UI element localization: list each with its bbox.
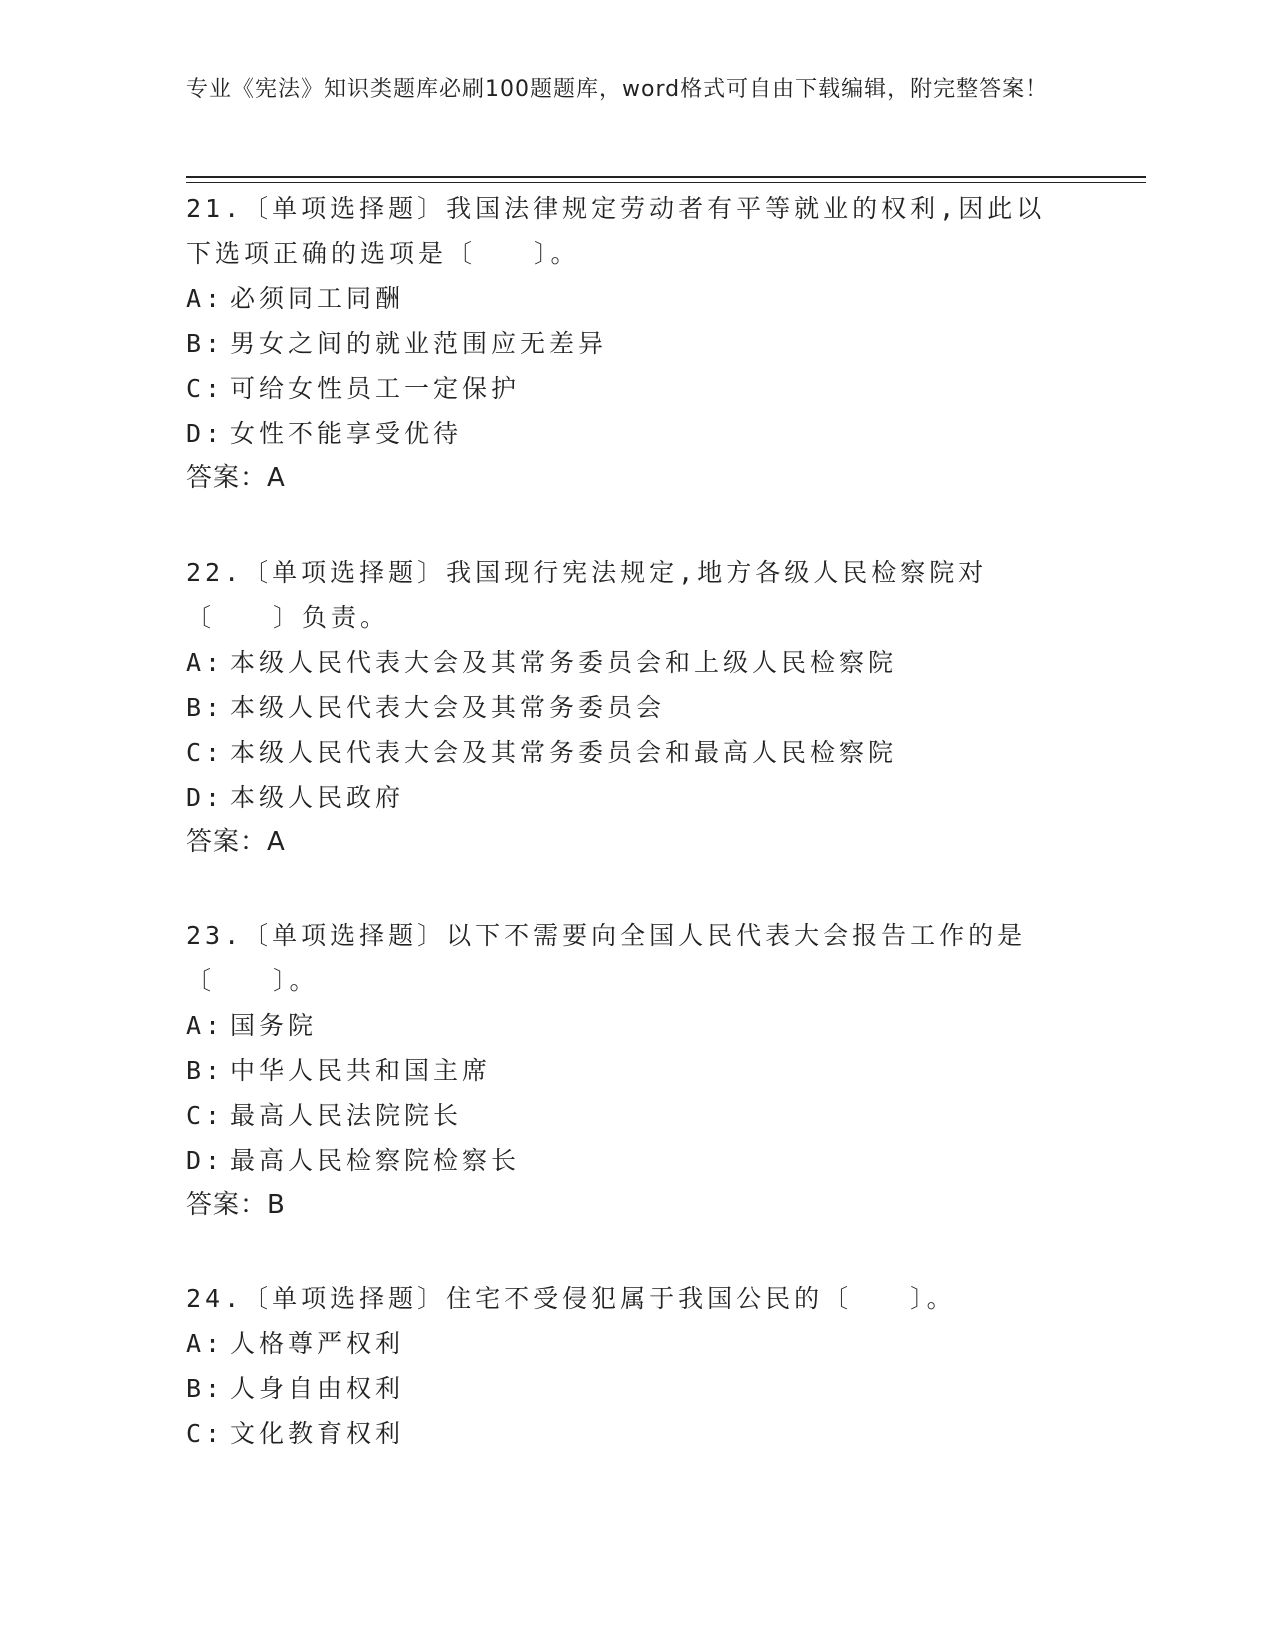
header-divider-thin (186, 182, 1146, 183)
answer-line: 答案：A (186, 827, 286, 857)
option-letter: A: (186, 648, 225, 677)
option-letter: B: (186, 329, 225, 358)
question-stem: 22.〔单项选择题〕我国现行宪法规定,地方各级人民检察院对〔 〕负责。 (186, 558, 988, 632)
option-b (186, 321, 1066, 366)
option-text: 必须同工同酬 (230, 284, 405, 313)
option-letter: A: (186, 1011, 225, 1040)
option-text: 男女之间的就业范围应无差异 (230, 329, 608, 358)
option-a (186, 276, 1066, 321)
option-letter: A: (186, 284, 225, 313)
option-c (186, 730, 1066, 775)
option-a (186, 640, 1066, 685)
option-letter: D: (186, 419, 225, 448)
option-d (186, 411, 1066, 456)
option-c (186, 366, 1066, 411)
option-b (186, 1366, 1066, 1411)
option-letter: B: (186, 1374, 225, 1403)
question-stem: 23.〔单项选择题〕以下不需要向全国人民代表大会报告工作的是〔 〕。 (186, 921, 1027, 995)
option-text: 国务院 (230, 1011, 318, 1040)
option-text: 人格尊严权利 (230, 1329, 405, 1358)
option-letter: B: (186, 693, 225, 722)
option-b (186, 685, 1066, 730)
option-b (186, 1048, 1066, 1093)
option-letter: A: (186, 1329, 225, 1358)
option-text: 人身自由权利 (230, 1374, 405, 1403)
question-24 (186, 1276, 1066, 1456)
question-21 (186, 186, 1066, 501)
answer-line: 答案：A (186, 463, 286, 493)
option-c (186, 1093, 1066, 1138)
document-header: 专业《宪法》知识类题库必刷100题题库，word格式可自由下载编辑，附完整答案！ (186, 77, 1049, 102)
option-a (186, 1321, 1066, 1366)
option-text: 本级人民代表大会及其常务委员会和上级人民检察院 (230, 648, 898, 677)
option-text: 本级人民代表大会及其常务委员会 (230, 693, 666, 722)
option-a (186, 1003, 1066, 1048)
option-letter: C: (186, 1419, 225, 1448)
option-letter: C: (186, 374, 225, 403)
option-d (186, 1138, 1066, 1183)
option-d (186, 775, 1066, 820)
option-letter: D: (186, 1146, 225, 1175)
option-text: 女性不能享受优待 (230, 419, 463, 448)
option-text: 本级人民政府 (230, 783, 405, 812)
question-stem: 21.〔单项选择题〕我国法律规定劳动者有平等就业的权利,因此以下选项正确的选项是〔 〕。 (186, 194, 1046, 268)
question-22 (186, 550, 1066, 865)
option-text: 中华人民共和国主席 (230, 1056, 492, 1085)
question-23 (186, 913, 1066, 1228)
option-text: 最高人民法院院长 (230, 1101, 463, 1130)
header-divider-thick (186, 176, 1146, 178)
option-letter: D: (186, 783, 225, 812)
answer-line: 答案：B (186, 1190, 286, 1220)
option-text: 可给女性员工一定保护 (230, 374, 521, 403)
option-letter: B: (186, 1056, 225, 1085)
question-stem: 24.〔单项选择题〕住宅不受侵犯属于我国公民的〔 〕。 (186, 1284, 956, 1313)
option-text: 本级人民代表大会及其常务委员会和最高人民检察院 (230, 738, 898, 767)
option-c (186, 1411, 1066, 1456)
option-text: 文化教育权利 (230, 1419, 405, 1448)
option-letter: C: (186, 1101, 225, 1130)
option-letter: C: (186, 738, 225, 767)
option-text: 最高人民检察院检察长 (230, 1146, 521, 1175)
